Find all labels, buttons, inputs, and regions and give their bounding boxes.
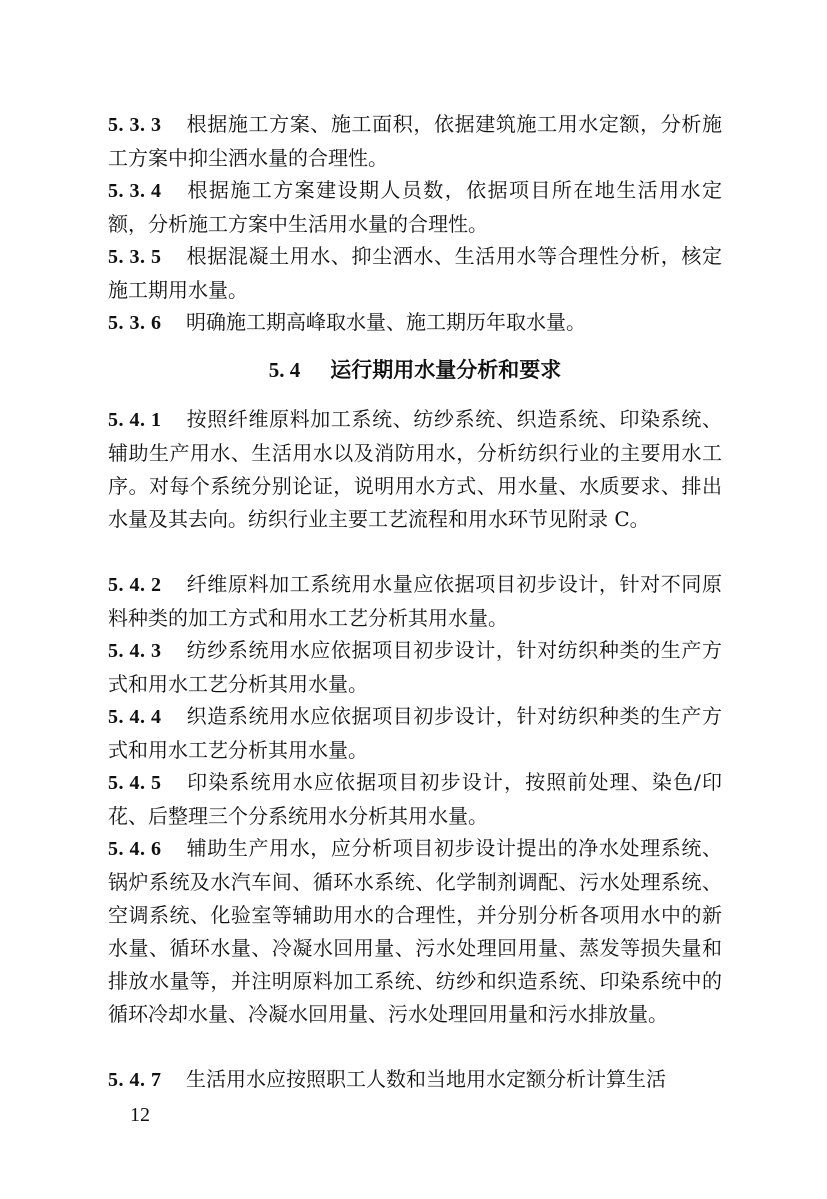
clause-5-3-4 <box>108 174 722 241</box>
clause-text: 明确施工期高峰取水量、施工期历年取水量。 <box>186 310 586 334</box>
clause-number: 5. 4. 6 <box>108 838 162 860</box>
clause-number: 5. 3. 3 <box>108 114 162 136</box>
clause-5-4-6 <box>108 832 722 1031</box>
page-number: 12 <box>130 1104 150 1126</box>
clause-text: 根据施工方案建设期人员数，依据项目所在地生活用水定额，分析施工方案中生活用水量的合理性。 <box>108 178 722 236</box>
clause-number: 5. 3. 6 <box>108 312 162 334</box>
clause-number: 5. 4. 3 <box>108 640 162 662</box>
section-number: 5. 4 <box>268 358 301 382</box>
clause-5-4-2 <box>108 568 722 635</box>
clause-text: 纤维原料加工系统用水量应依据项目初步设计，针对不同原料种类的加工方式和用水工艺分析其用水量。 <box>108 572 722 630</box>
clause-number: 5. 3. 4 <box>108 180 162 202</box>
clause-number: 5. 4. 1 <box>108 409 162 431</box>
clause-5-4-4 <box>108 700 722 767</box>
clause-5-4-5 <box>108 766 722 833</box>
clause-text: 纺纱系统用水应依据项目初步设计，针对纺织种类的生产方式和用水工艺分析其用水量。 <box>108 638 722 696</box>
clause-number: 5. 4. 4 <box>108 706 162 728</box>
clause-5-4-3 <box>108 634 722 701</box>
clause-text: 根据混凝土用水、抑尘洒水、生活用水等合理性分析，核定施工期用水量。 <box>108 244 722 302</box>
clause-number: 5. 4. 7 <box>108 1069 162 1091</box>
clause-text: 印染系统用水应依据项目初步设计，按照前处理、染色/印花、后整理三个分系统用水分析其用水量。 <box>108 770 722 828</box>
clause-5-3-6 <box>108 306 722 340</box>
clause-text: 辅助生产用水，应分析项目初步设计提出的净水处理系统、锅炉系统及水汽车间、循环水系统、化学制剂调配、污水处理系统、空调系统、化验室等辅助用水的合理性，并分别分析各项用水中的新水量、循环水量、冷凝水回用量、污水处理回用量、蒸发等损失量和排放水量等，并注明原料加工系统、纺纱和织造系统、印染系统中的循环冷却水量、冷凝水回用量、污水处理回用量和污水排放量。 <box>108 836 722 1026</box>
clause-5-3-5 <box>108 240 722 307</box>
section-title: 运行期用水量分析和要求 <box>330 358 562 382</box>
clause-5-4-7 <box>108 1063 722 1097</box>
clause-number: 5. 4. 2 <box>108 574 162 596</box>
clause-text: 根据施工方案、施工面积，依据建筑施工用水定额，分析施工方案中抑尘洒水量的合理性。 <box>108 112 722 170</box>
clause-5-3-3 <box>108 108 722 175</box>
clause-text: 按照纤维原料加工系统、纺纱系统、织造系统、印染系统、辅助生产用水、生活用水以及消防用水，分析纺织行业的主要用水工序。对每个系统分别论证，说明用水方式、用水量、水质要求、排出水量及其去向。纺织行业主要工艺流程和用水环节见附录 C。 <box>108 407 722 531</box>
clause-text: 生活用水应按照职工人数和当地用水定额分析计算生活 <box>186 1067 666 1091</box>
clause-number: 5. 4. 5 <box>108 772 162 794</box>
clause-number: 5. 3. 5 <box>108 246 162 268</box>
clause-5-4-1 <box>108 403 722 536</box>
clause-text: 织造系统用水应依据项目初步设计，针对纺织种类的生产方式和用水工艺分析其用水量。 <box>108 704 722 762</box>
section-heading-5-4 <box>108 352 722 388</box>
